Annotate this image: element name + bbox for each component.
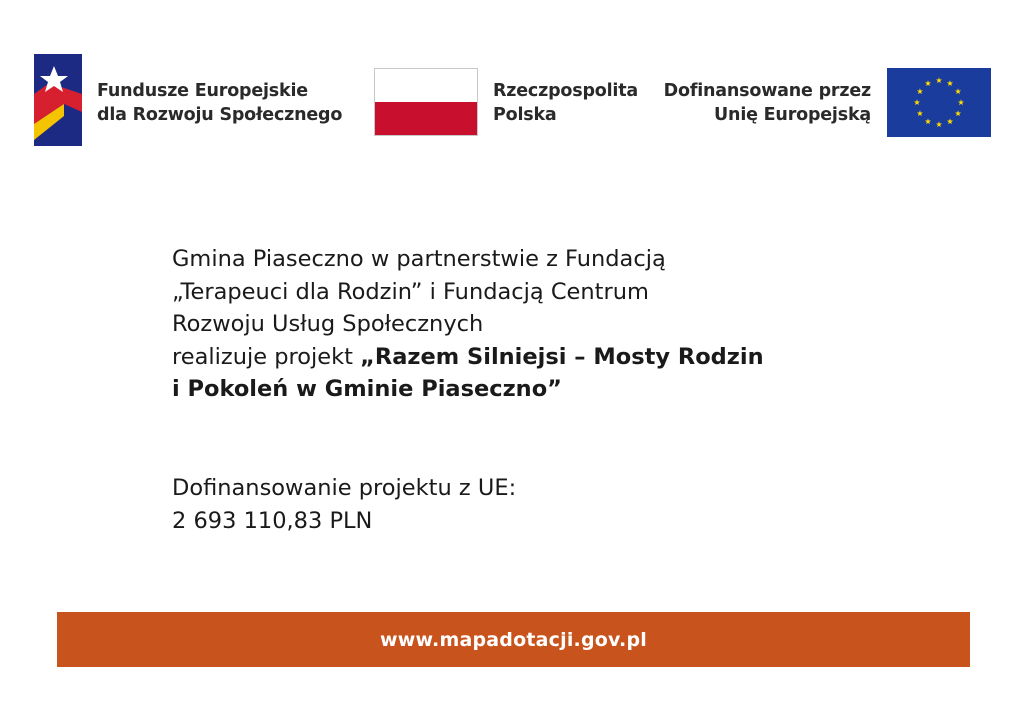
funding-amount: 2 693 110,83 PLN bbox=[172, 508, 373, 534]
polish-flag-icon bbox=[374, 68, 478, 136]
fe-logo-icon bbox=[34, 54, 82, 146]
flag-red-stripe bbox=[375, 102, 477, 135]
funding-label: Dofinansowanie projektu z UE: bbox=[172, 475, 517, 501]
project-title-part2: i Pokoleń w Gminie Piaseczno” bbox=[172, 376, 562, 402]
eu-line1: Dofinansowane przez bbox=[663, 81, 871, 101]
rp-logo-text bbox=[493, 79, 638, 127]
eu-flag-icon bbox=[887, 68, 991, 137]
footer-url-link[interactable]: www.mapadotacji.gov.pl bbox=[380, 628, 647, 651]
project-prefix: realizuje projekt bbox=[172, 343, 361, 370]
description-line-3: Rozwoju Usług Społecznych bbox=[172, 311, 484, 337]
fe-line1: Fundusze Europejskie bbox=[97, 81, 308, 101]
footer-banner bbox=[57, 612, 970, 667]
logo-bar bbox=[0, 0, 1024, 160]
rp-line2: Polska bbox=[493, 105, 557, 125]
funding-info bbox=[172, 472, 516, 538]
eu-logo-text bbox=[664, 79, 871, 127]
description-line-1: Gmina Piaseczno w partnerstwie z Fundacją bbox=[172, 246, 666, 272]
description-line-4 bbox=[172, 341, 764, 374]
eu-line2: Unię Europejską bbox=[714, 105, 871, 125]
description-line-2: „Terapeuci dla Rodzin” i Fundacją Centrum bbox=[172, 278, 649, 305]
flag-white-stripe bbox=[375, 69, 477, 102]
project-description bbox=[172, 243, 764, 406]
project-title-part1: „Razem Silniejsi – Mosty Rodzin bbox=[360, 343, 764, 370]
fe-logo-text bbox=[97, 79, 342, 127]
rp-line1: Rzeczpospolita bbox=[493, 81, 638, 101]
fe-line2: dla Rozwoju Społecznego bbox=[97, 105, 343, 125]
